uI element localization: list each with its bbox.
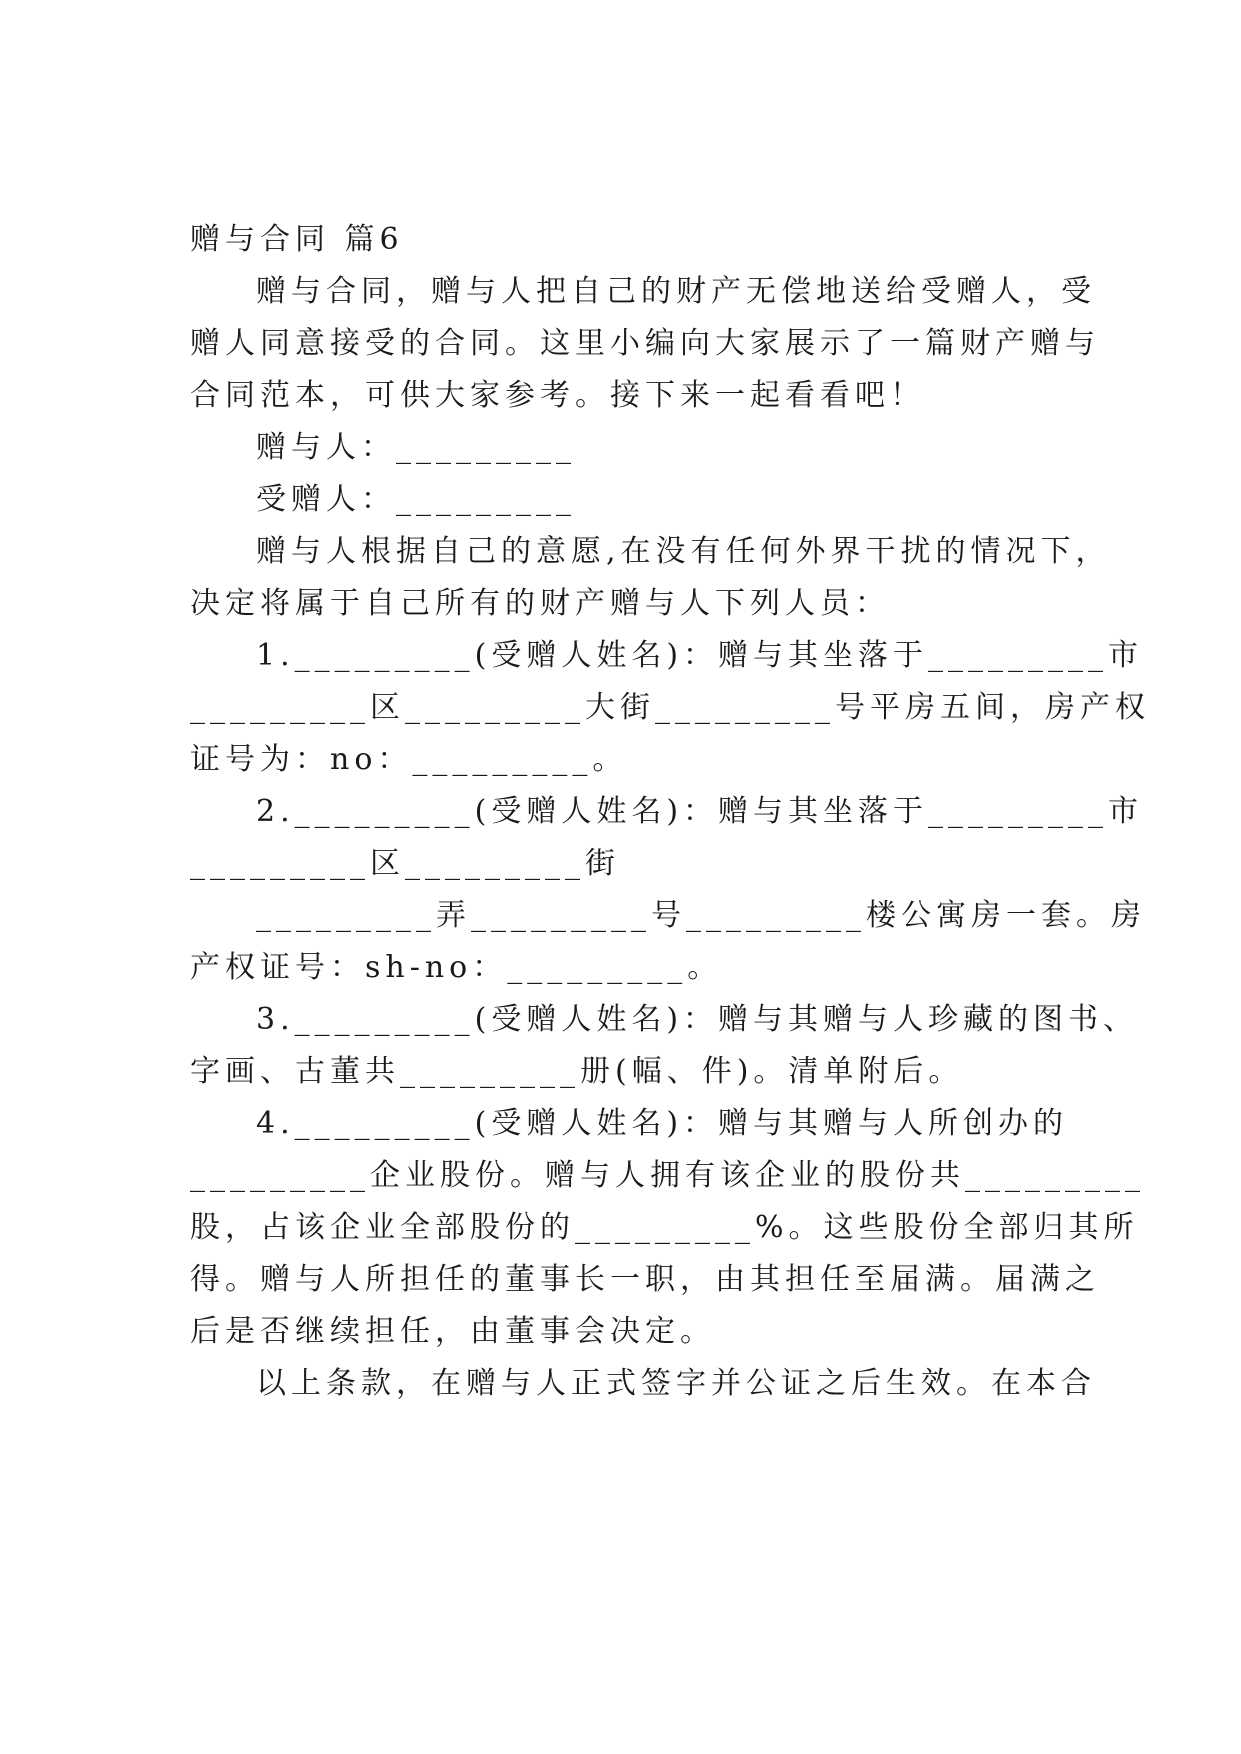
clause-1-line: 1._________(受赠人姓名)：赠与其坐落于_________市 — [256, 638, 1144, 673]
clause-3-line: 3._________(受赠人姓名)：赠与其赠与人珍藏的图书、 — [256, 1002, 1139, 1037]
clause-2-line: _________区_________街 — [190, 846, 620, 881]
clause-2-line: 2._________(受赠人姓名)：赠与其坐落于_________市 — [256, 794, 1144, 829]
document-title: 赠与合同 篇6 — [190, 222, 404, 257]
paragraph-line: 赠与合同，赠与人把自己的财产无偿地送给受赠人，受 — [256, 274, 1096, 309]
clause-4-line: _________企业股份。赠与人拥有该企业的股份共_________ — [190, 1158, 1145, 1193]
paragraph-line: 赠人同意接受的合同。这里小编向大家展示了一篇财产赠与 — [190, 326, 1100, 361]
clause-4-line: 股，占该企业全部股份的_________%。这些股份全部归其所 — [190, 1210, 1139, 1245]
clause-1-line: _________区_________大街_________号平房五间，房产权 — [190, 690, 1150, 725]
donor-field-line: 赠与人：_________ — [256, 430, 576, 465]
clause-1-line: 证号为：no：_________。 — [190, 742, 628, 777]
paragraph-line: 决定将属于自己所有的财产赠与人下列人员： — [190, 586, 890, 621]
donee-field-line: 受赠人：_________ — [256, 482, 576, 517]
paragraph-line: 以上条款，在赠与人正式签字并公证之后生效。在本合 — [256, 1366, 1096, 1401]
clause-2-line: _________弄_________号_________楼公寓房一套。房 — [256, 898, 1146, 933]
paragraph-line: 赠与人根据自己的意愿,在没有任何外界干扰的情况下， — [256, 534, 1111, 569]
clause-4-line: 4._________(受赠人姓名)：赠与其赠与人所创办的 — [256, 1106, 1069, 1141]
clause-4-line: 得。赠与人所担任的董事长一职，由其担任至届满。届满之 — [190, 1262, 1100, 1297]
clause-3-line: 字画、古董共_________册(幅、件)。清单附后。 — [190, 1054, 964, 1089]
clause-4-line: 后是否继续担任，由董事会决定。 — [190, 1314, 715, 1349]
clause-2-line: 产权证号：sh-no：_________。 — [190, 950, 723, 985]
paragraph-line: 合同范本，可供大家参考。接下来一起看看吧！ — [190, 378, 925, 413]
